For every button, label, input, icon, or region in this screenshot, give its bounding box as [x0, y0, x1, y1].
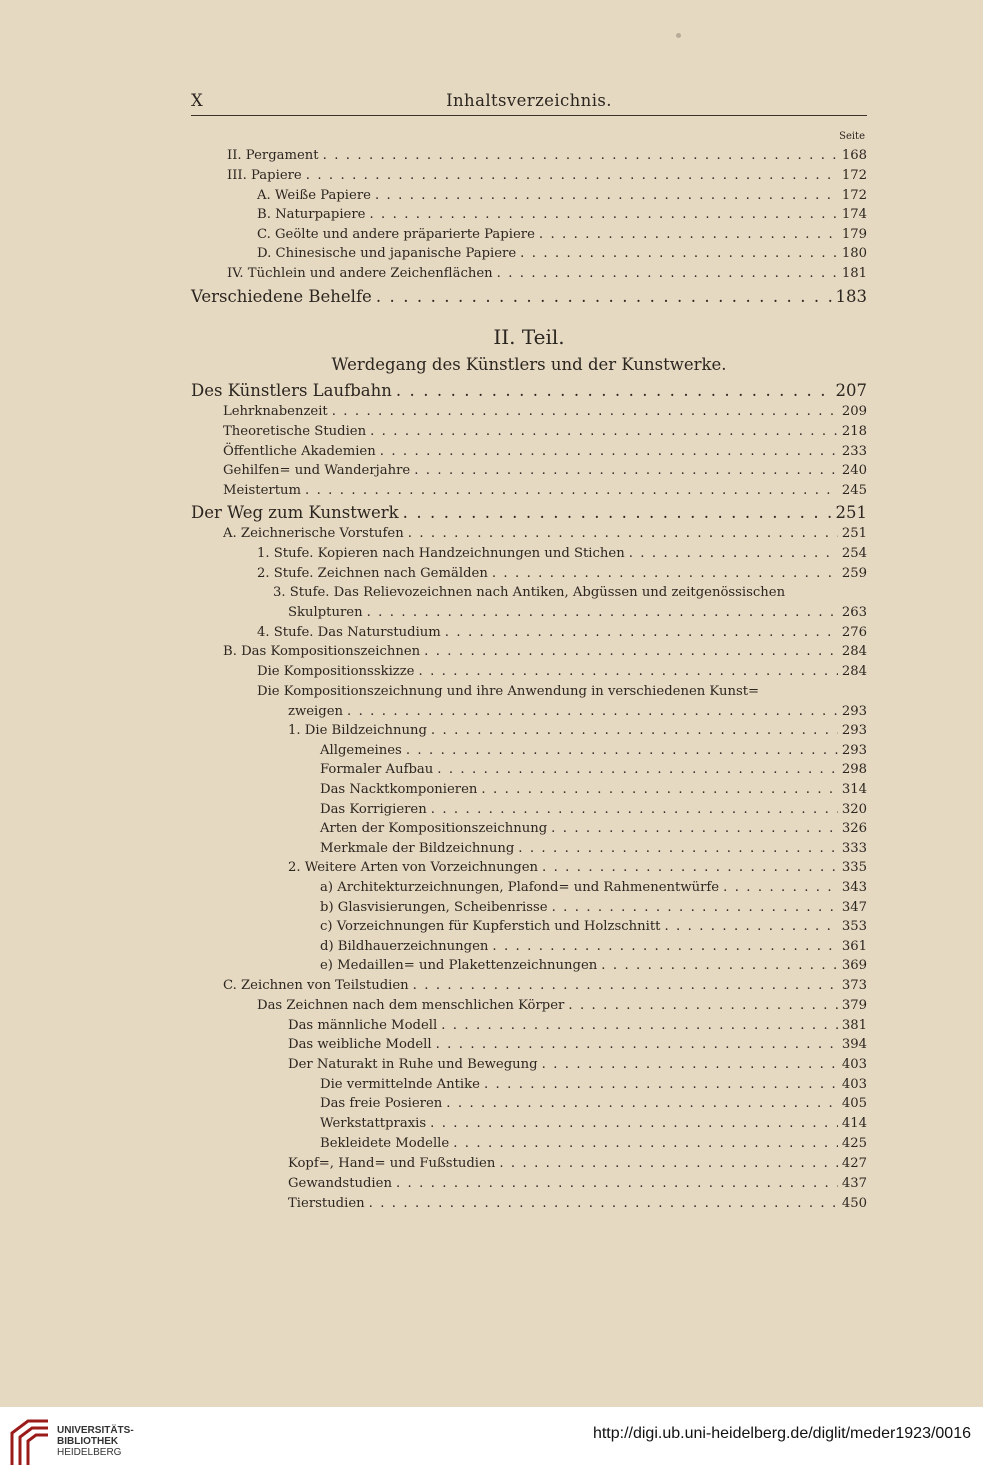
- toc-entry-title: Kopf=, Hand= und Fußstudien: [288, 1156, 496, 1171]
- toc-entry: [288, 1057, 867, 1077]
- toc-page-number: 284: [841, 644, 867, 659]
- leader-dots: [446, 1096, 838, 1111]
- toc-entry: [227, 168, 867, 188]
- toc-page-number: 405: [841, 1096, 867, 1111]
- leader-dots: [484, 1077, 838, 1092]
- toc-page-number: 293: [841, 723, 867, 738]
- toc-page-number: 414: [841, 1116, 867, 1131]
- toc-entry-title: zweigen: [288, 704, 343, 719]
- toc-entry: [320, 841, 867, 861]
- toc-page-number: 174: [841, 207, 867, 222]
- toc-entry-title: Gehilfen= und Wanderjahre: [223, 463, 411, 478]
- toc-page-number: 347: [841, 900, 867, 915]
- toc-page-number: 209: [841, 404, 867, 419]
- toc-entry: [227, 148, 867, 168]
- toc-entry: [288, 704, 867, 724]
- toc-entry: [223, 644, 867, 664]
- toc-entry: [227, 266, 867, 286]
- toc-entry-title: Die vermittelnde Antike: [320, 1077, 480, 1092]
- leader-dots: [664, 919, 837, 934]
- toc-entry-title: Meistertum: [223, 483, 301, 498]
- toc-entry-title: 1. Die Bildzeichnung: [288, 723, 427, 738]
- leader-dots: [437, 762, 838, 777]
- toc-entry: [320, 939, 867, 959]
- leader-dots: [492, 566, 838, 581]
- toc-page-number: 373: [841, 978, 867, 993]
- toc-entry: [257, 998, 867, 1018]
- toc-page-number: 343: [841, 880, 867, 895]
- toc-entry-title: Die Kompositionsskizze: [257, 664, 415, 679]
- toc-page-number: 314: [841, 782, 867, 797]
- toc-entry: [257, 546, 867, 566]
- paper-speck: [676, 33, 681, 38]
- toc-entry: [257, 227, 867, 247]
- leader-dots: [497, 266, 838, 281]
- leader-dots: [601, 958, 838, 973]
- leader-dots: [369, 1196, 838, 1211]
- toc-page-number: 276: [841, 625, 867, 640]
- toc-entry-title: 2. Weitere Arten von Vorzeichnungen: [288, 860, 538, 875]
- part-title: II. Teil.: [493, 325, 565, 349]
- leader-dots: [551, 821, 838, 836]
- leader-dots: [492, 939, 837, 954]
- toc-entry: [320, 802, 867, 822]
- toc-page-number: 326: [841, 821, 867, 836]
- toc-entry: [320, 1077, 867, 1097]
- library-logo-icon: [8, 1417, 52, 1469]
- leader-dots: [375, 188, 838, 203]
- leader-dots: [306, 168, 838, 183]
- toc-page-number: 172: [841, 168, 867, 183]
- leader-dots: [431, 802, 838, 817]
- toc-entry: [288, 723, 867, 743]
- toc-page-number: 218: [841, 424, 867, 439]
- toc-entry: [223, 463, 867, 483]
- toc-entry: [320, 743, 867, 763]
- leader-dots: [419, 664, 838, 679]
- leader-dots: [453, 1136, 838, 1151]
- toc-entry-title: Des Künstlers Laufbahn: [191, 381, 392, 400]
- toc-entry-title: 4. Stufe. Das Naturstudium: [257, 625, 441, 640]
- toc-page-number: 298: [841, 762, 867, 777]
- toc-entry: [288, 1037, 867, 1057]
- toc-page-number: 240: [841, 463, 867, 478]
- toc-entry: 3. Stufe. Das Relievozeichnen nach Antiken, Abgüssen und zeitgenössischen: [273, 585, 786, 600]
- leader-dots: [367, 605, 838, 620]
- toc-page-number: 207: [835, 381, 867, 400]
- leader-dots: [431, 723, 838, 738]
- toc-entry: [191, 287, 867, 311]
- toc-entry: [288, 1018, 867, 1038]
- toc-page-number: 450: [841, 1196, 867, 1211]
- toc-entry-title: A. Zeichnerische Vorstufen: [223, 526, 404, 541]
- toc-entry: [191, 381, 867, 405]
- toc-entry: [223, 424, 867, 444]
- toc-entry-title: Gewandstudien: [288, 1176, 392, 1191]
- toc-page-number: 251: [835, 503, 867, 522]
- toc-page-number: 361: [841, 939, 867, 954]
- toc-entry-title: Theoretische Studien: [223, 424, 367, 439]
- toc-entry: [288, 605, 867, 625]
- library-line-2: BIBLIOTHEK: [57, 1436, 119, 1447]
- leader-dots: [403, 503, 832, 522]
- toc-entry-title: Tierstudien: [288, 1196, 365, 1211]
- leader-dots: [445, 625, 838, 640]
- seite-label: Seite: [839, 131, 865, 142]
- toc-entry-title: a) Architekturzeichnungen, Plafond= und Rahmenentwürfe: [320, 880, 720, 895]
- toc-entry: [288, 860, 867, 880]
- toc-page-number: 181: [841, 266, 867, 281]
- leader-dots: [376, 287, 832, 306]
- leader-dots: [430, 1116, 838, 1131]
- toc-entry: [223, 526, 867, 546]
- toc-entry: Die Kompositionszeichnung und ihre Anwendung in verschiedenen Kunst=: [257, 684, 760, 699]
- toc-entry: [320, 958, 867, 978]
- toc-entry-title: III. Papiere: [227, 168, 302, 183]
- toc-entry-title: d) Bildhauerzeichnungen: [320, 939, 489, 954]
- footer-bar: [0, 1407, 983, 1479]
- running-header: [191, 91, 867, 115]
- leader-dots: [396, 381, 832, 400]
- toc-page-number: 179: [841, 227, 867, 242]
- toc-page-number: 284: [841, 664, 867, 679]
- toc-page-number: 263: [841, 605, 867, 620]
- toc-page-number: 320: [841, 802, 867, 817]
- toc-entry-title: Das männliche Modell: [288, 1018, 438, 1033]
- toc-entry: [191, 503, 867, 527]
- toc-page-number: 333: [841, 841, 867, 856]
- toc-entry: [320, 1116, 867, 1136]
- toc-entry-title: C. Zeichnen von Teilstudien: [223, 978, 409, 993]
- toc-entry: [320, 1136, 867, 1156]
- toc-entry-title: Skulpturen: [288, 605, 363, 620]
- leader-dots: [568, 998, 837, 1013]
- toc-page-number: 259: [841, 566, 867, 581]
- toc-entry-title: Der Weg zum Kunstwerk: [191, 503, 399, 522]
- toc-entry: [257, 566, 867, 586]
- leader-dots: [552, 900, 838, 915]
- leader-dots: [414, 463, 838, 478]
- toc-entry: [320, 762, 867, 782]
- toc-entry-title: Das Korrigieren: [320, 802, 427, 817]
- toc-entry-title: B. Das Kompositionszeichnen: [223, 644, 421, 659]
- toc-entry-title: Der Naturakt in Ruhe und Bewegung: [288, 1057, 538, 1072]
- toc-entry: [320, 919, 867, 939]
- leader-dots: [408, 526, 838, 541]
- toc-entry: [288, 1176, 867, 1196]
- toc-entry-title: Öffentliche Akademien: [223, 444, 376, 459]
- leader-dots: [518, 841, 838, 856]
- leader-dots: [406, 743, 838, 758]
- toc-page-number: 254: [841, 546, 867, 561]
- toc-entry-title: Bekleidete Modelle: [320, 1136, 450, 1151]
- toc-entry-title: Merkmale der Bildzeichnung: [320, 841, 515, 856]
- toc-page-number: 233: [841, 444, 867, 459]
- leader-dots: [441, 1018, 838, 1033]
- leader-dots: [499, 1156, 838, 1171]
- toc-entry: [223, 978, 867, 998]
- toc-entry: [257, 625, 867, 645]
- library-line-3: HEIDELBERG: [57, 1447, 122, 1458]
- toc-page-number: 293: [841, 704, 867, 719]
- toc-entry: [288, 1196, 867, 1216]
- toc-entry-title: Das Zeichnen nach dem menschlichen Körper: [257, 998, 565, 1013]
- toc-entry-title: IV. Tüchlein und andere Zeichenflächen: [227, 266, 493, 281]
- toc-page-number: 369: [841, 958, 867, 973]
- leader-dots: [629, 546, 838, 561]
- toc-page-number: 180: [841, 246, 867, 261]
- library-name: [57, 1425, 134, 1458]
- toc-page-number: 437: [841, 1176, 867, 1191]
- toc-page-number: 335: [841, 860, 867, 875]
- leader-dots: [481, 782, 837, 797]
- toc-entry: [288, 1156, 867, 1176]
- leader-dots: [323, 148, 838, 163]
- toc-page-number: 293: [841, 743, 867, 758]
- toc-entry-title: Das weibliche Modell: [288, 1037, 432, 1052]
- toc-entry-title: Verschiedene Behelfe: [191, 287, 372, 306]
- toc-entry: [257, 664, 867, 684]
- toc-entry: [223, 483, 867, 503]
- header-rule: [191, 115, 867, 116]
- toc-entry-title: Allgemeines: [320, 743, 402, 758]
- toc-entry-title: B. Naturpapiere: [257, 207, 366, 222]
- toc-page-number: 403: [841, 1077, 867, 1092]
- leader-dots: [413, 978, 838, 993]
- toc-entry: [223, 404, 867, 424]
- header-title: Inhaltsverzeichnis.: [446, 91, 612, 110]
- toc-entry: [320, 821, 867, 841]
- toc-entry-title: c) Vorzeichnungen für Kupferstich und Holzschnitt: [320, 919, 661, 934]
- leader-dots: [380, 444, 838, 459]
- leader-dots: [424, 644, 838, 659]
- leader-dots: [370, 424, 838, 439]
- leader-dots: [539, 227, 838, 242]
- toc-page-number: 168: [841, 148, 867, 163]
- toc-entry-title: Arten der Kompositionszeichnung: [320, 821, 548, 836]
- toc-entry-title: C. Geölte und andere präparierte Papiere: [257, 227, 535, 242]
- leader-dots: [542, 1057, 838, 1072]
- toc-page-number: 381: [841, 1018, 867, 1033]
- toc-page-number: 427: [841, 1156, 867, 1171]
- toc-page-number: 403: [841, 1057, 867, 1072]
- source-url-link[interactable]: http://digi.ub.uni-heidelberg.de/diglit/meder1923/0016: [592, 1425, 971, 1442]
- leader-dots: [305, 483, 838, 498]
- toc-entry-title: e) Medaillen= und Plakettenzeichnungen: [320, 958, 598, 973]
- toc-entry: [257, 246, 867, 266]
- toc-entry: [257, 188, 867, 208]
- toc-entry-title: 1. Stufe. Kopieren nach Handzeichnungen und Stichen: [257, 546, 625, 561]
- toc-entry-title: II. Pergament: [227, 148, 319, 163]
- leader-dots: [396, 1176, 838, 1191]
- leader-dots: [347, 704, 838, 719]
- leader-dots: [520, 246, 838, 261]
- leader-dots: [436, 1037, 838, 1052]
- toc-page-number: 245: [841, 483, 867, 498]
- toc-entry-title: Das freie Posieren: [320, 1096, 443, 1111]
- toc-entry-title: D. Chinesische und japanische Papiere: [257, 246, 517, 261]
- leader-dots: [542, 860, 838, 875]
- toc-entry: [320, 1096, 867, 1116]
- toc-page-number: 183: [835, 287, 867, 306]
- toc-entry: [320, 880, 867, 900]
- toc-page-number: 353: [841, 919, 867, 934]
- toc-entry-title: 2. Stufe. Zeichnen nach Gemälden: [257, 566, 488, 581]
- toc-entry: [320, 900, 867, 920]
- toc-entry: [223, 444, 867, 464]
- toc-entry-title: b) Glasvisierungen, Scheibenrisse: [320, 900, 548, 915]
- library-line-1: UNIVERSITÄTS-: [57, 1425, 134, 1436]
- leader-dots: [332, 404, 838, 419]
- page-numeral: X: [191, 91, 204, 110]
- toc-entry-title: Formaler Aufbau: [320, 762, 434, 777]
- toc-page-number: 251: [841, 526, 867, 541]
- toc-entry-title: Das Nacktkomponieren: [320, 782, 478, 797]
- toc-page-number: 394: [841, 1037, 867, 1052]
- leader-dots: [369, 207, 837, 222]
- part-subtitle: Werdegang des Künstlers und der Kunstwerke.: [331, 355, 727, 374]
- toc-entry-title: Werkstattpraxis: [320, 1116, 427, 1131]
- toc-entry-title: Lehrknabenzeit: [223, 404, 328, 419]
- leader-dots: [723, 880, 838, 895]
- toc-entry: [257, 207, 867, 227]
- toc-entry-title: A. Weiße Papiere: [257, 188, 371, 203]
- toc-page-number: 425: [841, 1136, 867, 1151]
- toc-page-number: 172: [841, 188, 867, 203]
- toc-page-number: 379: [841, 998, 867, 1013]
- toc-entry: [320, 782, 867, 802]
